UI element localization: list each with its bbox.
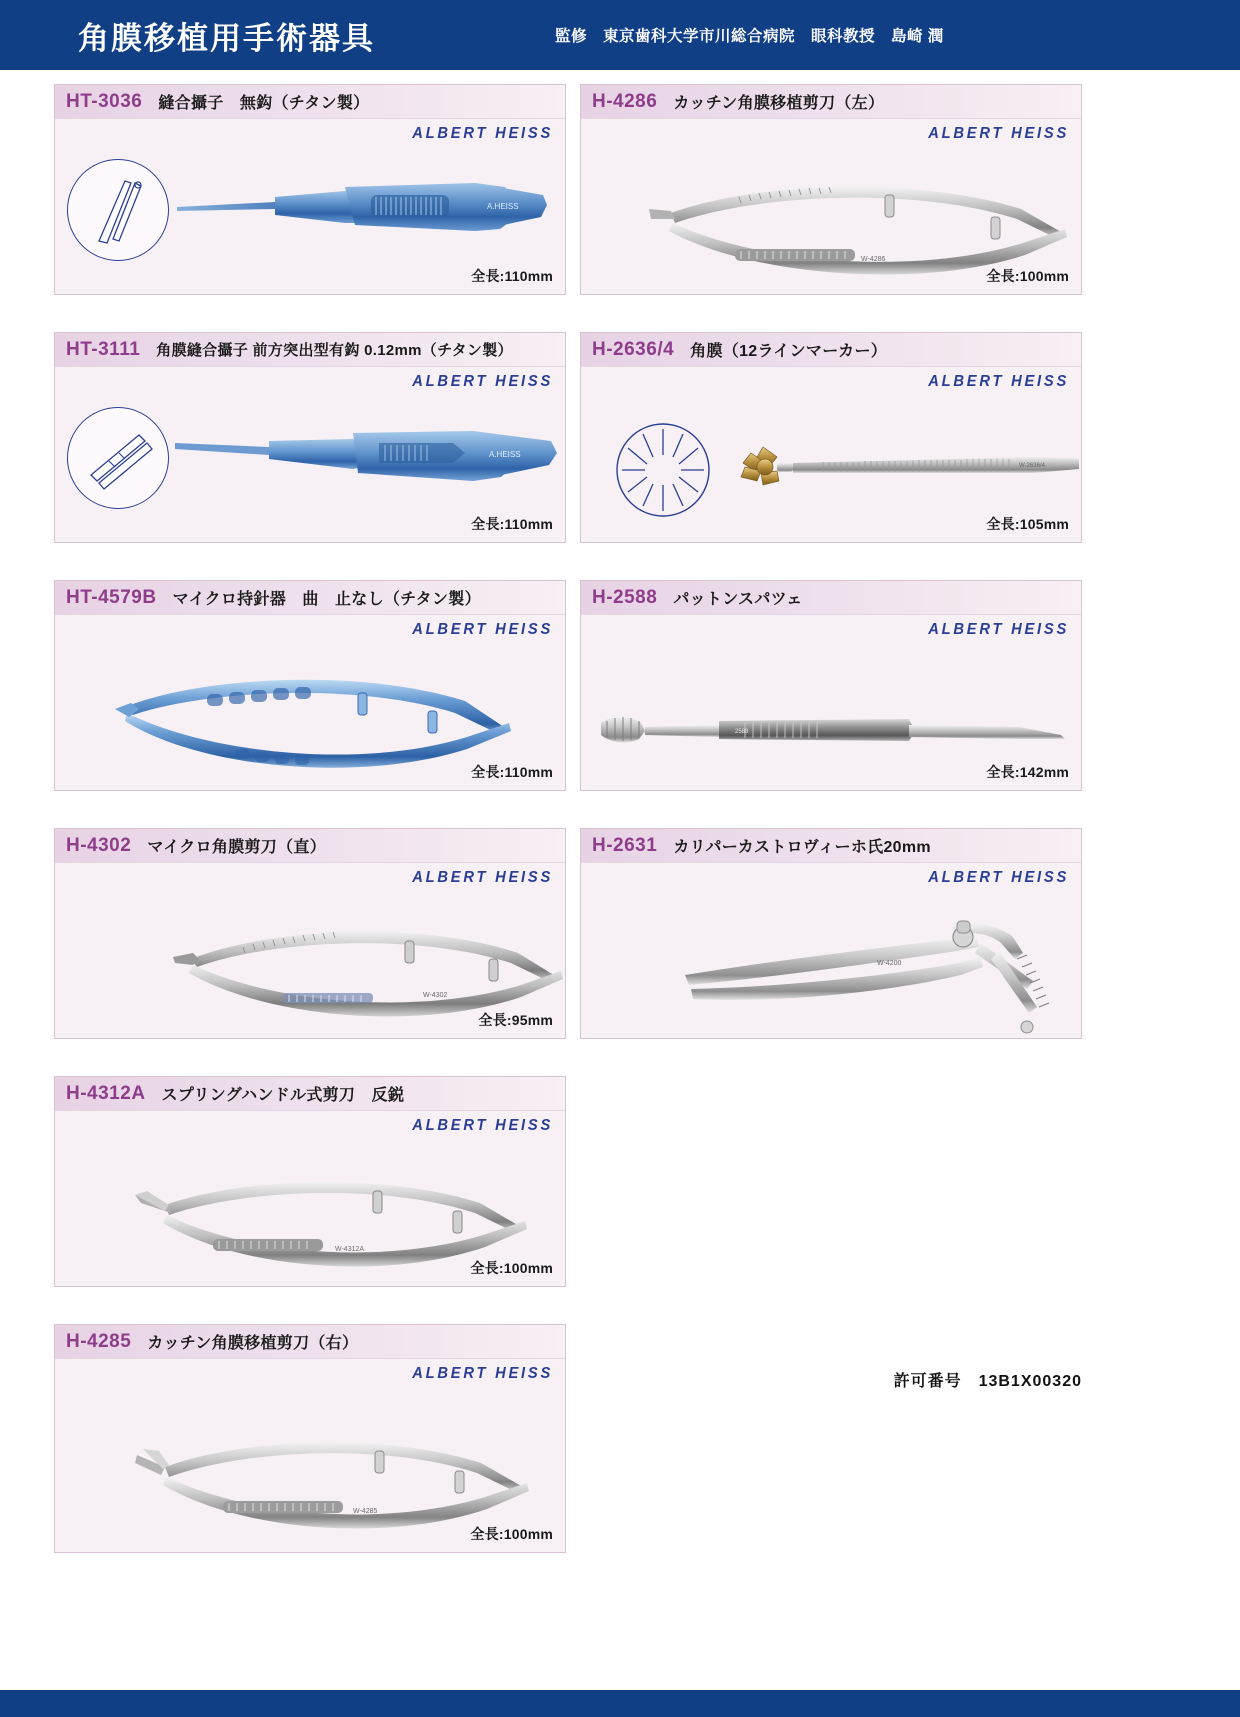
brand-label: ALBERT HEISS (412, 1117, 553, 1134)
svg-text:A.HEISS: A.HEISS (489, 450, 521, 459)
svg-text:W-4286: W-4286 (861, 256, 886, 263)
product-code: HT-4579B (66, 586, 157, 608)
product-header (55, 333, 565, 367)
brand-label: ALBERT HEISS (412, 1365, 553, 1382)
titanium-forceps-image (175, 167, 555, 267)
brand-label: ALBERT HEISS (928, 621, 1069, 638)
titanium-hooked-forceps-image (173, 415, 563, 515)
product-code: H-4302 (66, 834, 132, 856)
product-name: パットンスパツェ (673, 591, 803, 608)
svg-text:W-4200: W-4200 (877, 960, 902, 967)
page-footer (0, 1690, 1240, 1717)
product-length: 全長:105mm (986, 516, 1069, 532)
forceps-hook-tip-diagram-icon (69, 409, 165, 505)
brand-label: ALBERT HEISS (928, 125, 1069, 142)
product-name: 縫合攝子 無鈎（チタン製） (158, 95, 370, 112)
product-name: 角膜縫合攝子 前方突出型有鈎 0.12mm（チタン製） (156, 342, 513, 359)
product-card[interactable] (54, 332, 566, 543)
product-card[interactable] (54, 1076, 566, 1287)
spring-handle-scissors-image (135, 1171, 545, 1301)
product-code: H-4286 (592, 90, 658, 112)
header-credit: 監修 東京歯科大学市川総合病院 眼科教授 島崎 潤 (555, 28, 944, 45)
product-card[interactable] (54, 1324, 566, 1553)
katzin-scissors-right-image (135, 1427, 545, 1567)
product-header (581, 85, 1081, 119)
product-card[interactable] (580, 580, 1082, 791)
svg-text:W-4312A: W-4312A (335, 1246, 365, 1253)
product-length: 全長:110mm (471, 268, 553, 284)
product-code: H-4312A (66, 1082, 146, 1104)
brand-label: ALBERT HEISS (412, 869, 553, 886)
svg-text:W-4285: W-4285 (353, 1508, 378, 1515)
page-header (0, 0, 1240, 70)
corneal-marker-image (733, 437, 1083, 507)
left-column (54, 84, 566, 1590)
product-header (55, 85, 565, 119)
product-card[interactable] (580, 828, 1082, 1039)
product-name: スプリングハンドル式剪刀 反鋭 (161, 1087, 405, 1104)
product-length: 全長:100mm (986, 268, 1069, 284)
product-name: マイクロ角膜剪刀（直） (147, 839, 326, 856)
product-code: H-4285 (66, 1330, 132, 1352)
castroviejo-caliper-image (681, 915, 1081, 1065)
page-title: 角膜移植用手術器具 (78, 20, 375, 56)
product-length: 全長:110mm (471, 764, 553, 780)
titanium-needle-holder-image (115, 673, 535, 803)
product-header (581, 333, 1081, 367)
product-length: 全長:110mm (471, 516, 553, 532)
svg-text:W-4302: W-4302 (423, 992, 448, 999)
product-name: カッチン角膜移植剪刀（左） (673, 95, 885, 112)
product-card[interactable] (54, 828, 566, 1039)
svg-text:2588: 2588 (735, 729, 749, 735)
product-length: 全長:100mm (470, 1260, 553, 1276)
permit-number: 許可番号 13B1X00320 (893, 1373, 1082, 1390)
product-card[interactable] (580, 332, 1082, 543)
product-name: カッチン角膜移植剪刀（右） (147, 1335, 359, 1352)
svg-text:A.HEISS: A.HEISS (487, 202, 519, 211)
product-code: H-2588 (592, 586, 658, 608)
brand-label: ALBERT HEISS (928, 869, 1069, 886)
marker-12-line-diagram-icon (603, 415, 723, 525)
product-card[interactable] (580, 84, 1082, 295)
product-name: カリパーカストロヴィーホ氏20mm (673, 839, 931, 856)
product-header (55, 829, 565, 863)
product-header (581, 829, 1081, 863)
product-length: 全長:142mm (986, 764, 1069, 780)
product-code: HT-3111 (66, 338, 141, 360)
product-card[interactable] (54, 580, 566, 791)
brand-label: ALBERT HEISS (928, 373, 1069, 390)
product-code: HT-3036 (66, 90, 143, 112)
brand-label: ALBERT HEISS (412, 373, 553, 390)
product-header (55, 581, 565, 615)
svg-text:W-2636/4: W-2636/4 (1019, 463, 1045, 469)
product-name: 角膜（12ラインマーカー） (690, 343, 888, 360)
right-column (580, 84, 1082, 1076)
brand-label: ALBERT HEISS (412, 621, 553, 638)
product-header (55, 1077, 565, 1111)
paton-spatula-image (599, 707, 1069, 767)
product-header (55, 1325, 565, 1359)
product-code: H-2631 (592, 834, 658, 856)
product-length: 全長:100mm (470, 1526, 553, 1542)
product-length: 全長:95mm (478, 1012, 553, 1028)
product-code: H-2636/4 (592, 338, 675, 360)
product-name: マイクロ持針器 曲 止なし（チタン製） (172, 591, 481, 608)
brand-label: ALBERT HEISS (412, 125, 553, 142)
forceps-tip-diagram-icon (69, 161, 165, 257)
product-header (581, 581, 1081, 615)
katzin-scissors-left-image (649, 177, 1079, 307)
product-card[interactable] (54, 84, 566, 295)
